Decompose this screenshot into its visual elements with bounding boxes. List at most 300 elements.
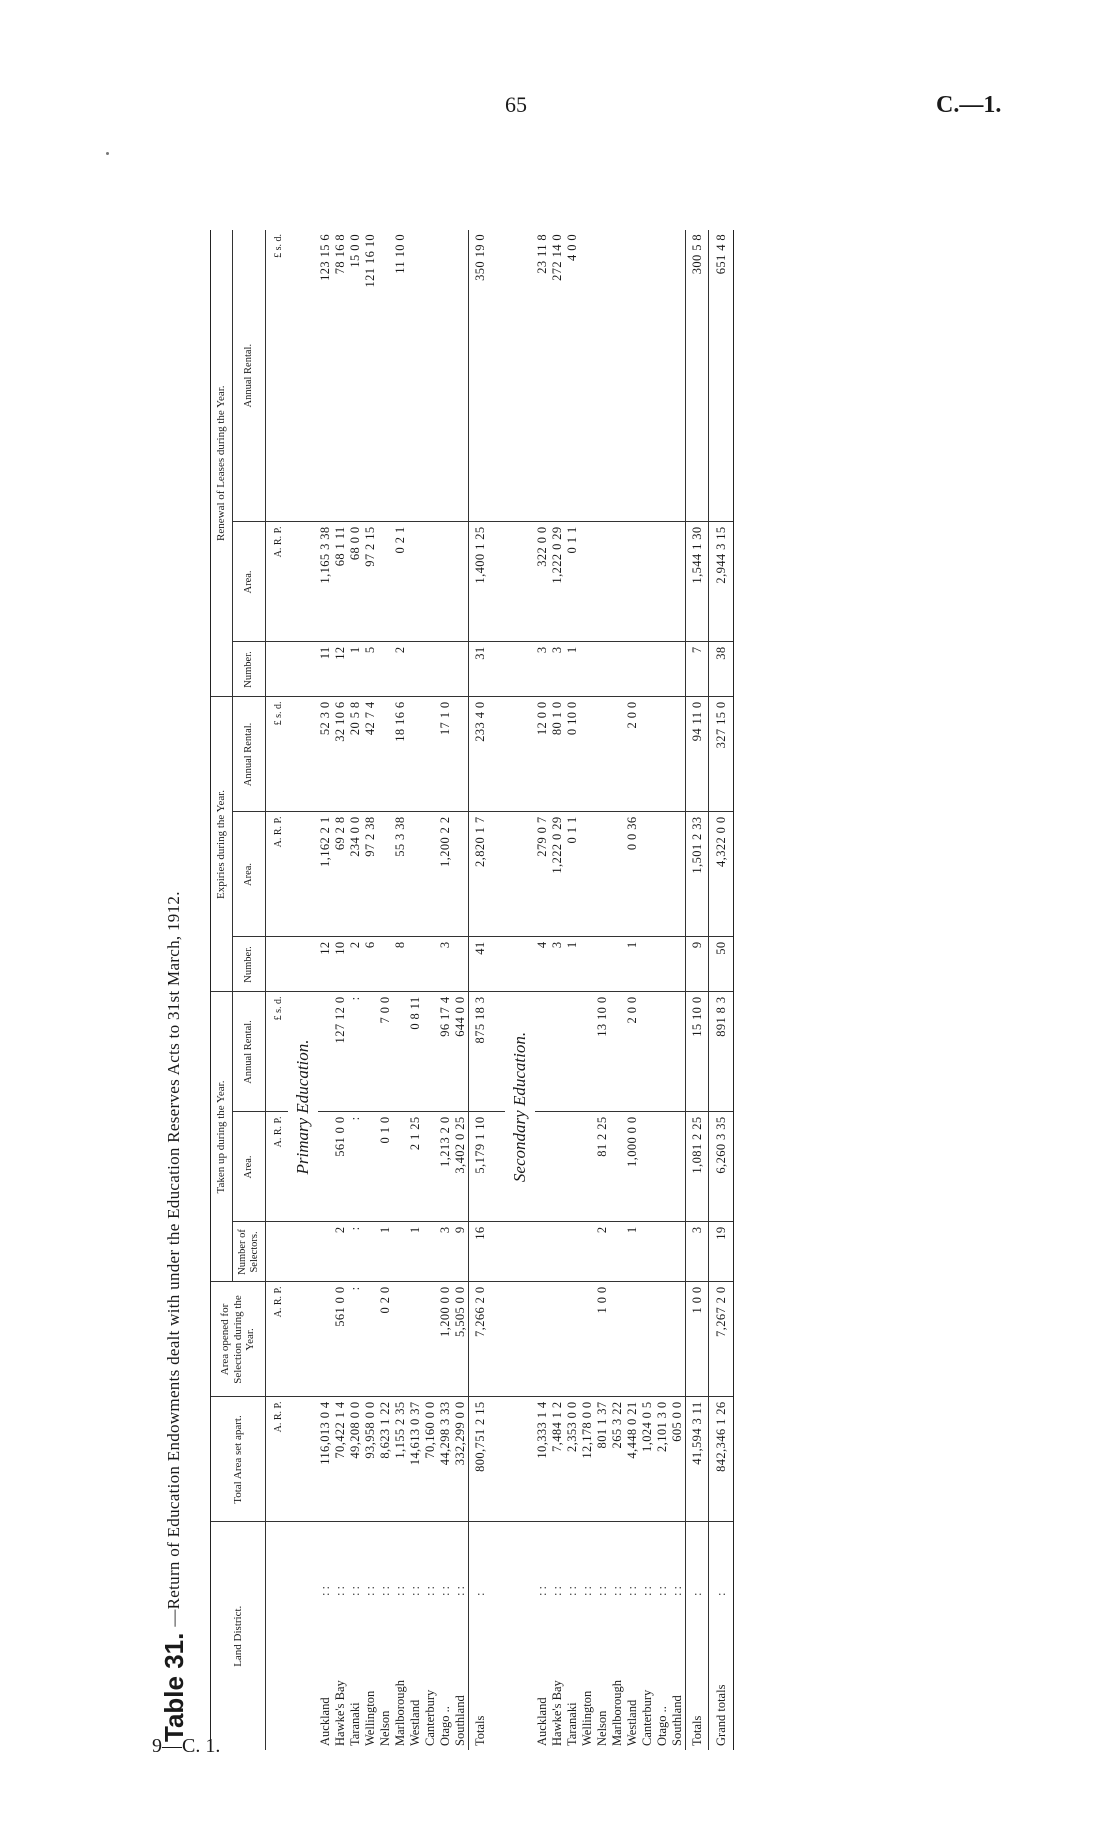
cell-selectors — [580, 1222, 595, 1282]
table-row — [363, 230, 378, 1750]
cell-expiries-area: 1,162 2 1 — [318, 812, 333, 937]
table-row — [670, 230, 686, 1750]
cell-expiries-rental: 0 10 0 — [565, 697, 580, 812]
cell-area-opened: 1,200 0 0 — [438, 1282, 453, 1397]
cell-expiries-number: 4 — [535, 937, 550, 992]
cell-taken-rental — [550, 992, 565, 1112]
cell-taken-area — [655, 1112, 670, 1222]
cell-expiries-area: 0 0 36 — [625, 812, 640, 937]
table-row — [565, 230, 580, 1750]
cell-selectors — [363, 1222, 378, 1282]
cell-renewal-rental: 272 14 0 — [550, 230, 565, 522]
cell-expiries-number — [408, 937, 423, 992]
cell-taken-rental — [640, 992, 655, 1112]
leader-dots: :: — [669, 1583, 684, 1596]
unit-renewal-rental: £ s. d. — [265, 230, 288, 522]
cell-area-opened — [550, 1282, 565, 1397]
cell-renewal-number — [670, 642, 686, 697]
cell-area-opened: : — [348, 1282, 363, 1397]
cell-selectors: 16 — [468, 1222, 491, 1282]
cell-expiries-number: 8 — [393, 937, 408, 992]
cell-taken-area — [318, 1112, 333, 1222]
cell-renewal-area — [655, 522, 670, 642]
cell-renewal-rental: 300 5 8 — [685, 230, 708, 522]
cell-area-opened: 561 0 0 — [333, 1282, 348, 1397]
cell-total-area: 7,484 1 2 — [550, 1397, 565, 1522]
cell-selectors — [318, 1222, 333, 1282]
cell-taken-area — [423, 1112, 438, 1222]
cell-total-area: 4,448 0 21 — [625, 1397, 640, 1522]
cell-total-area: 12,178 0 0 — [580, 1397, 595, 1522]
table-body — [265, 230, 733, 1750]
cell-expiries-number — [423, 937, 438, 992]
cell-area-opened — [610, 1282, 625, 1397]
cell-area-opened — [625, 1282, 640, 1397]
cell-total-area: 2,101 3 0 — [655, 1397, 670, 1522]
header-expiries: Expiries during the Year. — [211, 697, 233, 992]
cell-renewal-number: 1 — [565, 642, 580, 697]
cell-renewal-number — [423, 642, 438, 697]
cell-expiries-area — [670, 812, 686, 937]
leader-dots: :: — [452, 1583, 467, 1596]
cell-district: Hawke's Bay — [549, 1680, 564, 1746]
cell-taken-rental: 13 10 0 — [595, 992, 610, 1112]
cell-total-area: 93,958 0 0 — [363, 1397, 378, 1522]
cell-selectors: 1 — [625, 1222, 640, 1282]
cell-renewal-area: 0 1 1 — [565, 522, 580, 642]
cell-taken-area — [393, 1112, 408, 1222]
cell-area-opened — [655, 1282, 670, 1397]
cell-expiries-rental — [655, 697, 670, 812]
cell-district: Totals — [685, 1600, 708, 1750]
cell-selectors: 1 — [408, 1222, 423, 1282]
cell-expiries-area — [655, 812, 670, 937]
cell-expiries-area: 1,200 2 2 — [438, 812, 453, 937]
cell-renewal-area: 68 1 11 — [333, 522, 348, 642]
cell-district: Otago .. — [654, 1706, 669, 1746]
cell-expiries-number: 9 — [685, 937, 708, 992]
cell-expiries-rental: 20 5 8 — [348, 697, 363, 812]
cell-renewal-number — [408, 642, 423, 697]
cell-expiries-number: 1 — [625, 937, 640, 992]
cell-district: Marlborough — [392, 1680, 407, 1746]
cell-selectors: 3 — [438, 1222, 453, 1282]
document-reference: C.—1. — [936, 92, 1002, 118]
cell-expiries-number — [655, 937, 670, 992]
cell-renewal-area — [595, 522, 610, 642]
table-row — [655, 230, 670, 1750]
header-taken-rental: Annual Rental. — [232, 992, 265, 1112]
cell-renewal-area — [625, 522, 640, 642]
cell-renewal-area: 1,165 3 38 — [318, 522, 333, 642]
cell-selectors — [655, 1222, 670, 1282]
leader-dots: :: — [609, 1583, 624, 1596]
cell-selectors — [550, 1222, 565, 1282]
cell-renewal-number: 3 — [550, 642, 565, 697]
spacer-row — [491, 230, 505, 1750]
cell-renewal-area: 1,222 0 29 — [550, 522, 565, 642]
cell-total-area: 605 0 0 — [670, 1397, 686, 1522]
cell-renewal-rental — [438, 230, 453, 522]
cell-total-area: 1,155 2 35 — [393, 1397, 408, 1522]
cell-district: Totals — [468, 1600, 491, 1750]
cell-taken-rental — [670, 992, 686, 1112]
cell-taken-area — [610, 1112, 625, 1222]
cell-renewal-rental: 78 16 8 — [333, 230, 348, 522]
cell-taken-rental — [610, 992, 625, 1112]
grand-totals-row — [708, 230, 733, 1750]
cell-taken-rental — [535, 992, 550, 1112]
cell-district: Westland — [407, 1699, 422, 1746]
cell-district: Auckland — [317, 1697, 332, 1746]
table-title — [148, 150, 200, 1770]
cell-taken-area — [670, 1112, 686, 1222]
leader-dots: :: — [332, 1583, 347, 1596]
cell-renewal-rental — [610, 230, 625, 522]
cell-renewal-number — [595, 642, 610, 697]
cell-expiries-area: 4,322 0 0 — [708, 812, 733, 937]
cell-expiries-number: 6 — [363, 937, 378, 992]
cell-total-area: 10,333 1 4 — [535, 1397, 550, 1522]
cell-expiries-area — [595, 812, 610, 937]
leader-dots: :: — [564, 1583, 579, 1596]
cell-district: Canterbury — [422, 1689, 437, 1746]
cell-area-opened — [393, 1282, 408, 1397]
cell-expiries-number: 1 — [565, 937, 580, 992]
cell-area-opened: 1 0 0 — [595, 1282, 610, 1397]
unit-taken-area: A. R. P. — [265, 1112, 288, 1222]
cell-expiries-rental: 2 0 0 — [625, 697, 640, 812]
cell-expiries-number: 2 — [348, 937, 363, 992]
cell-renewal-rental: 15 0 0 — [348, 230, 363, 522]
table-row — [438, 230, 453, 1750]
cell-selectors: 9 — [453, 1222, 469, 1282]
secondary-education-heading-row — [505, 230, 535, 1750]
table-row — [333, 230, 348, 1750]
cell-district: Auckland — [534, 1697, 549, 1746]
cell-taken-rental — [363, 992, 378, 1112]
cell-expiries-rental: 32 10 6 — [333, 697, 348, 812]
cell-total-area: 8,623 1 22 — [378, 1397, 393, 1522]
cell-renewal-area: 0 2 1 — [393, 522, 408, 642]
cell-total-area: 70,160 0 0 — [423, 1397, 438, 1522]
leader-dots: :: — [392, 1583, 407, 1596]
cell-total-area: 44,298 3 33 — [438, 1397, 453, 1522]
cell-expiries-number: 41 — [468, 937, 491, 992]
cell-district: Nelson — [594, 1710, 609, 1746]
table-row — [378, 230, 393, 1750]
cell-area-opened — [580, 1282, 595, 1397]
table-caption: —Return of Education Endowments dealt with under the Education Reserves Acts to 31st March, 1912. — [164, 891, 183, 1627]
cell-taken-rental — [318, 992, 333, 1112]
table-row — [318, 230, 333, 1750]
cell-taken-area: 6,260 3 35 — [708, 1112, 733, 1222]
cell-taken-area — [640, 1112, 655, 1222]
cell-expiries-area: 55 3 38 — [393, 812, 408, 937]
cell-area-opened: 0 2 0 — [378, 1282, 393, 1397]
header-total-area: Total Area set apart. — [211, 1397, 266, 1522]
cell-renewal-area: 97 2 15 — [363, 522, 378, 642]
cell-renewal-number: 12 — [333, 642, 348, 697]
cell-renewal-number — [580, 642, 595, 697]
cell-total-area: 265 3 22 — [610, 1397, 625, 1522]
cell-renewal-rental — [453, 230, 469, 522]
table-row — [348, 230, 363, 1750]
table-number: Table 31. — [158, 1632, 189, 1742]
cell-renewal-number — [640, 642, 655, 697]
header-area-opened: Area opened for Selection during the Year. — [211, 1282, 266, 1397]
cell-expiries-number: 12 — [318, 937, 333, 992]
leader-dots: : — [685, 1522, 708, 1600]
cell-expiries-area: 0 1 1 — [565, 812, 580, 937]
cell-renewal-rental — [423, 230, 438, 522]
cell-taken-area — [535, 1112, 550, 1222]
cell-renewal-number: 5 — [363, 642, 378, 697]
cell-renewal-number — [453, 642, 469, 697]
leader-dots: :: — [534, 1583, 549, 1596]
cell-district: Canterbury — [639, 1689, 654, 1746]
leader-dots: :: — [624, 1583, 639, 1596]
cell-expiries-number — [595, 937, 610, 992]
cell-expiries-number — [640, 937, 655, 992]
cell-expiries-rental — [423, 697, 438, 812]
cell-district: Hawke's Bay — [332, 1680, 347, 1746]
leader-dots: :: — [639, 1583, 654, 1596]
cell-expiries-area: 234 0 0 — [348, 812, 363, 937]
cell-expiries-area — [423, 812, 438, 937]
table-row — [535, 230, 550, 1750]
cell-expiries-rental: 327 15 0 — [708, 697, 733, 812]
table-row — [408, 230, 423, 1750]
leader-dots: :: — [437, 1583, 452, 1596]
cell-taken-rental: 644 0 0 — [453, 992, 469, 1112]
cell-taken-rental: 891 8 3 — [708, 992, 733, 1112]
primary-education-heading: Primary Education. — [288, 992, 318, 1222]
cell-renewal-area — [640, 522, 655, 642]
cell-expiries-area — [378, 812, 393, 937]
cell-area-opened: 1 0 0 — [685, 1282, 708, 1397]
cell-selectors: 3 — [685, 1222, 708, 1282]
cell-total-area: 801 1 37 — [595, 1397, 610, 1522]
cell-renewal-number: 2 — [393, 642, 408, 697]
cell-taken-area: 1,081 2 25 — [685, 1112, 708, 1222]
cell-expiries-number: 3 — [438, 937, 453, 992]
cell-district: Taranaki — [564, 1702, 579, 1746]
unit-area-opened: A. R. P. — [265, 1282, 288, 1397]
cell-selectors: 2 — [333, 1222, 348, 1282]
cell-renewal-number: 7 — [685, 642, 708, 697]
cell-expiries-number — [378, 937, 393, 992]
cell-renewal-rental: 350 19 0 — [468, 230, 491, 522]
cell-total-area: 1,024 0 5 — [640, 1397, 655, 1522]
cell-selectors: 1 — [378, 1222, 393, 1282]
cell-expiries-rental — [670, 697, 686, 812]
leader-dots: :: — [347, 1583, 362, 1596]
cell-renewal-area — [580, 522, 595, 642]
cell-district: Taranaki — [347, 1702, 362, 1746]
cell-renewal-number: 11 — [318, 642, 333, 697]
rotated-table-wrapper — [148, 150, 883, 1770]
table-row — [625, 230, 640, 1750]
cell-expiries-number — [580, 937, 595, 992]
cell-area-opened — [423, 1282, 438, 1397]
header-taken-area: Area. — [232, 1112, 265, 1222]
cell-renewal-number — [610, 642, 625, 697]
cell-taken-rental — [655, 992, 670, 1112]
cell-selectors — [565, 1222, 580, 1282]
cell-taken-area: 3,402 0 25 — [453, 1112, 469, 1222]
cell-selectors — [535, 1222, 550, 1282]
cell-selectors — [393, 1222, 408, 1282]
cell-renewal-rental — [408, 230, 423, 522]
cell-expiries-rental — [378, 697, 393, 812]
cell-renewal-area — [438, 522, 453, 642]
unit-expiries-area: A. R. P. — [265, 812, 288, 937]
leader-dots: :: — [579, 1583, 594, 1596]
cell-renewal-area: 2,944 3 15 — [708, 522, 733, 642]
cell-expiries-number: 3 — [550, 937, 565, 992]
header-expiries-area: Area. — [232, 812, 265, 937]
cell-area-opened: 7,266 2 0 — [468, 1282, 491, 1397]
cell-taken-rental — [565, 992, 580, 1112]
cell-area-opened — [640, 1282, 655, 1397]
header-selectors: Number of Selectors. — [232, 1222, 265, 1282]
cell-expiries-area — [640, 812, 655, 937]
table-row — [550, 230, 565, 1750]
cell-expiries-area — [453, 812, 469, 937]
primary-education-heading-row — [288, 230, 318, 1750]
secondary-totals-row — [685, 230, 708, 1750]
leader-dots: :: — [422, 1583, 437, 1596]
cell-district: Wellington — [362, 1690, 377, 1746]
cell-renewal-area: 1,400 1 25 — [468, 522, 491, 642]
cell-total-area: 332,299 0 0 — [453, 1397, 469, 1522]
table-row — [640, 230, 655, 1750]
leader-dots: :: — [654, 1583, 669, 1596]
cell-expiries-rental: 42 7 4 — [363, 697, 378, 812]
cell-renewal-rental — [670, 230, 686, 522]
cell-taken-area — [580, 1112, 595, 1222]
cell-taken-rental: 875 18 3 — [468, 992, 491, 1112]
header-expiries-rental: Annual Rental. — [232, 697, 265, 812]
cell-renewal-area — [453, 522, 469, 642]
primary-totals-row — [468, 230, 491, 1750]
page-footer: 9—C. 1. — [152, 1735, 221, 1757]
cell-taken-area: 81 2 25 — [595, 1112, 610, 1222]
cell-renewal-rental: 121 16 10 — [363, 230, 378, 522]
unit-total-area: A. R. P. — [265, 1397, 288, 1522]
cell-renewal-rental: 651 4 8 — [708, 230, 733, 522]
cell-expiries-area: 279 0 7 — [535, 812, 550, 937]
cell-area-opened — [565, 1282, 580, 1397]
cell-taken-area: 561 0 0 — [333, 1112, 348, 1222]
cell-renewal-rental: 4 0 0 — [565, 230, 580, 522]
cell-taken-rental: : — [348, 992, 363, 1112]
education-endowments-table — [210, 230, 734, 1750]
cell-renewal-number: 31 — [468, 642, 491, 697]
table-row — [423, 230, 438, 1750]
cell-district: Grand totals — [708, 1600, 733, 1750]
cell-expiries-rental — [610, 697, 625, 812]
cell-taken-area: 1,213 2 0 — [438, 1112, 453, 1222]
cell-selectors: : — [348, 1222, 363, 1282]
cell-area-opened — [318, 1282, 333, 1397]
cell-taken-area: 1,000 0 0 — [625, 1112, 640, 1222]
cell-expiries-area: 97 2 38 — [363, 812, 378, 937]
cell-area-opened: 5,505 0 0 — [453, 1282, 469, 1397]
cell-renewal-area: 68 0 0 — [348, 522, 363, 642]
header-renewal: Renewal of Leases during the Year. — [211, 230, 233, 697]
cell-total-area: 800,751 2 15 — [468, 1397, 491, 1522]
cell-taken-area — [550, 1112, 565, 1222]
cell-expiries-number — [670, 937, 686, 992]
cell-renewal-number — [655, 642, 670, 697]
cell-taken-rental: 96 17 4 — [438, 992, 453, 1112]
cell-total-area: 41,594 3 11 — [685, 1397, 708, 1522]
page-number: 65 — [505, 92, 527, 117]
cell-renewal-number — [378, 642, 393, 697]
cell-expiries-rental: 233 4 0 — [468, 697, 491, 812]
cell-area-opened — [535, 1282, 550, 1397]
cell-taken-rental: 7 0 0 — [378, 992, 393, 1112]
table-row — [393, 230, 408, 1750]
cell-district: Wellington — [579, 1690, 594, 1746]
header-renewal-number: Number. — [232, 642, 265, 697]
leader-dots: :: — [317, 1583, 332, 1596]
cell-renewal-area — [378, 522, 393, 642]
cell-renewal-number: 38 — [708, 642, 733, 697]
cell-expiries-number: 10 — [333, 937, 348, 992]
cell-expiries-area — [580, 812, 595, 937]
cell-expiries-area: 2,820 1 7 — [468, 812, 491, 937]
cell-expiries-rental: 52 3 0 — [318, 697, 333, 812]
cell-total-area: 842,346 1 26 — [708, 1397, 733, 1522]
cell-expiries-rental — [453, 697, 469, 812]
cell-area-opened — [363, 1282, 378, 1397]
leader-dots: :: — [594, 1583, 609, 1596]
header-expiries-number: Number. — [232, 937, 265, 992]
header-renewal-rental: Annual Rental. — [232, 230, 265, 522]
cell-renewal-number — [438, 642, 453, 697]
cell-district: Southland — [452, 1695, 467, 1746]
cell-renewal-area — [610, 522, 625, 642]
units-row — [265, 230, 288, 1750]
leader-dots: :: — [407, 1583, 422, 1596]
cell-taken-rental — [423, 992, 438, 1112]
cell-renewal-rental — [378, 230, 393, 522]
cell-expiries-rental: 17 1 0 — [438, 697, 453, 812]
unit-renewal-area: A. R. P. — [265, 522, 288, 642]
cell-expiries-area: 1,222 0 29 — [550, 812, 565, 937]
cell-selectors: 2 — [595, 1222, 610, 1282]
cell-renewal-number — [625, 642, 640, 697]
cell-renewal-rental: 123 15 6 — [318, 230, 333, 522]
cell-taken-rental: 0 8 11 — [408, 992, 423, 1112]
header-taken-up: Taken up during the Year. — [211, 992, 233, 1282]
cell-renewal-area — [670, 522, 686, 642]
cell-renewal-rental: 23 11 8 — [535, 230, 550, 522]
cell-expiries-rental: 12 0 0 — [535, 697, 550, 812]
cell-total-area: 49,208 0 0 — [348, 1397, 363, 1522]
cell-selectors — [670, 1222, 686, 1282]
table-row — [595, 230, 610, 1750]
cell-area-opened — [670, 1282, 686, 1397]
cell-taken-area — [565, 1112, 580, 1222]
cell-area-opened — [408, 1282, 423, 1397]
cell-renewal-rental: 11 10 0 — [393, 230, 408, 522]
cell-renewal-rental — [595, 230, 610, 522]
cell-renewal-rental — [655, 230, 670, 522]
